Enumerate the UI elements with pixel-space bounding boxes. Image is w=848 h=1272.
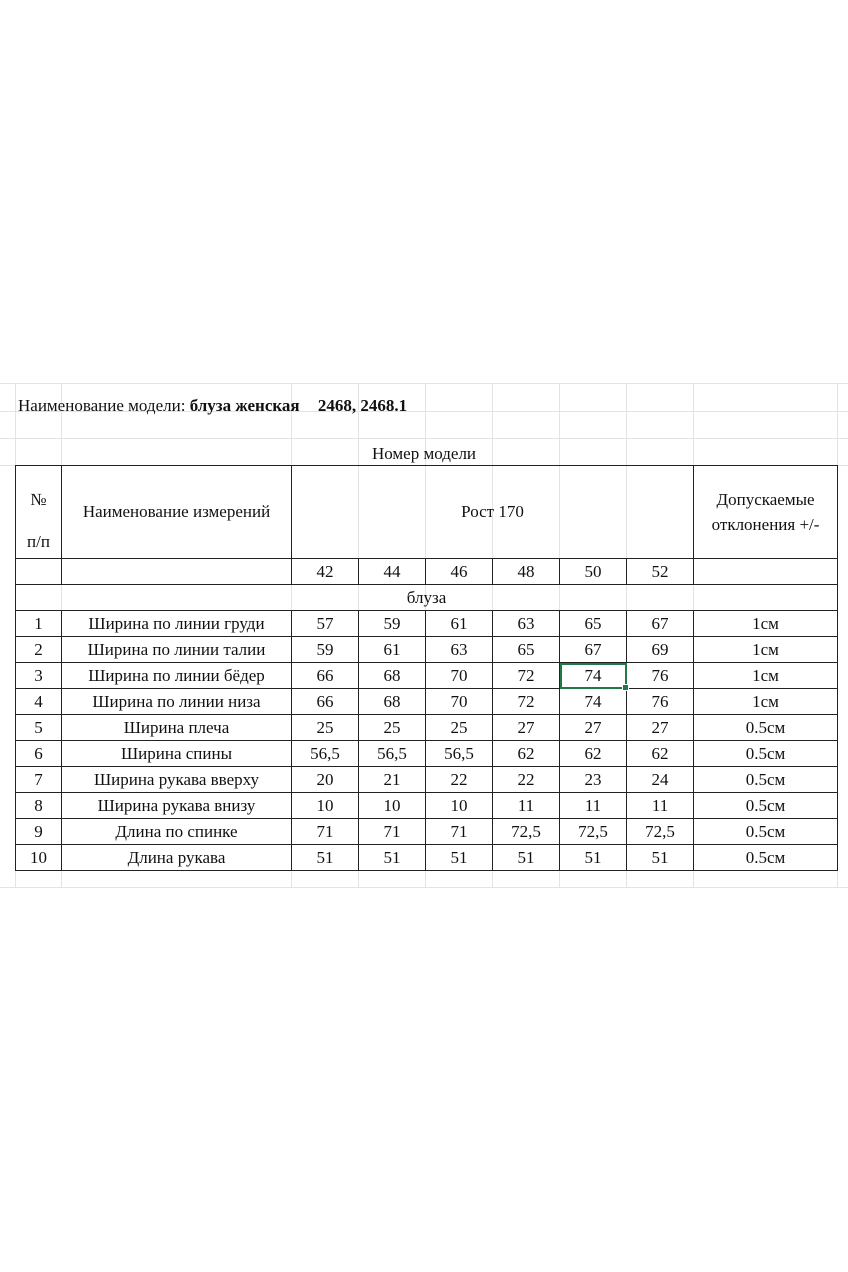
measurement-value-cell[interactable]: 62 (627, 741, 694, 767)
measurement-value-cell[interactable]: 23 (560, 767, 627, 793)
measurement-value-cell[interactable]: 56,5 (292, 741, 359, 767)
measurement-value-cell[interactable]: 68 (359, 689, 426, 715)
measurement-value-cell[interactable]: 62 (493, 741, 560, 767)
measurement-value-cell[interactable]: 72,5 (493, 819, 560, 845)
section-row (16, 585, 838, 611)
table-row (16, 689, 838, 715)
model-number-caption[interactable]: Номер модели (371, 444, 477, 463)
row-number-cell[interactable]: 1 (16, 611, 62, 637)
measurement-name-cell[interactable]: Ширина рукава внизу (62, 793, 292, 819)
section-label[interactable]: блуза (16, 585, 838, 611)
size-header-cell[interactable]: 48 (493, 559, 560, 585)
measurement-value-cell[interactable]: 65 (560, 611, 627, 637)
measurement-name-cell[interactable]: Длина рукава (62, 845, 292, 871)
row-number-cell[interactable]: 10 (16, 845, 62, 871)
size-table (15, 465, 838, 871)
page-title[interactable] (18, 396, 407, 416)
table-row (16, 715, 838, 741)
measurement-value-cell[interactable]: 68 (359, 663, 426, 689)
measurement-value-cell[interactable]: 51 (493, 845, 560, 871)
measurement-value-cell[interactable]: 59 (359, 611, 426, 637)
measurement-value-cell[interactable]: 57 (292, 611, 359, 637)
measurement-value-cell[interactable]: 51 (627, 845, 694, 871)
measurement-value-cell[interactable]: 56,5 (359, 741, 426, 767)
table-row (16, 845, 838, 871)
measurement-name-cell[interactable]: Ширина спины (62, 741, 292, 767)
measurement-value-cell[interactable]: 11 (560, 793, 627, 819)
measurement-value-cell[interactable]: 74 (560, 689, 627, 715)
title-model-numbers: 2468, 2468.1 (317, 396, 408, 415)
measurement-value-cell[interactable]: 69 (627, 637, 694, 663)
sizes-row (16, 559, 838, 585)
empty-cell[interactable] (694, 559, 838, 585)
row-number-cell[interactable]: 8 (16, 793, 62, 819)
measurement-name-cell[interactable]: Ширина рукава вверху (62, 767, 292, 793)
measurement-value-cell[interactable]: 27 (493, 715, 560, 741)
row-number-cell[interactable]: 2 (16, 637, 62, 663)
measurement-name-cell[interactable]: Длина по спинке (62, 819, 292, 845)
tolerance-line-1: Допускаемые (716, 490, 815, 509)
row-number-cell[interactable]: 9 (16, 819, 62, 845)
tolerance-cell[interactable]: 0.5см (694, 767, 838, 793)
size-header-cell[interactable]: 50 (560, 559, 627, 585)
measurement-value-cell[interactable]: 66 (292, 663, 359, 689)
measurement-value-cell[interactable]: 72 (493, 663, 560, 689)
row-number-cell[interactable]: 7 (16, 767, 62, 793)
measurement-value-cell[interactable]: 27 (627, 715, 694, 741)
tolerance-cell[interactable]: 1см (694, 611, 838, 637)
header-measure-name[interactable]: Наименование измерений (62, 466, 292, 559)
tolerance-cell[interactable]: 0.5см (694, 741, 838, 767)
measurement-value-cell[interactable]: 66 (292, 689, 359, 715)
size-header-cell[interactable]: 44 (359, 559, 426, 585)
header-height[interactable]: Рост 170 (292, 466, 694, 559)
size-header-cell[interactable]: 46 (426, 559, 493, 585)
header-row (16, 466, 838, 559)
measurement-value-cell[interactable]: 25 (359, 715, 426, 741)
row-number-cell[interactable]: 4 (16, 689, 62, 715)
measurement-value-cell[interactable]: 72 (493, 689, 560, 715)
measurement-value-cell[interactable]: 51 (292, 845, 359, 871)
measurement-value-cell[interactable]: 70 (426, 689, 493, 715)
tolerance-cell[interactable]: 0.5см (694, 845, 838, 871)
measurement-value-cell[interactable]: 51 (359, 845, 426, 871)
measurement-value-cell[interactable]: 27 (560, 715, 627, 741)
measurement-value-cell[interactable]: 76 (627, 689, 694, 715)
measurement-value-cell[interactable]: 21 (359, 767, 426, 793)
measurement-value-cell[interactable]: 24 (627, 767, 694, 793)
measurement-value-cell[interactable]: 25 (426, 715, 493, 741)
measurement-value-cell[interactable]: 70 (426, 663, 493, 689)
measurement-name-cell[interactable]: Ширина по линии груди (62, 611, 292, 637)
tolerance-cell[interactable]: 0.5см (694, 819, 838, 845)
size-header-cell[interactable]: 52 (627, 559, 694, 585)
header-tolerance[interactable] (694, 466, 838, 559)
measurement-value-cell[interactable]: 62 (560, 741, 627, 767)
measurement-value-cell[interactable]: 61 (426, 611, 493, 637)
selected-cell[interactable]: 74 (560, 663, 627, 689)
measurement-value-cell[interactable]: 56,5 (426, 741, 493, 767)
tolerance-cell[interactable]: 0.5см (694, 715, 838, 741)
title-model-name: блуза женская (189, 396, 300, 415)
table-row (16, 637, 838, 663)
measurement-value-cell[interactable]: 25 (292, 715, 359, 741)
table-row (16, 741, 838, 767)
tolerance-cell[interactable]: 1см (694, 637, 838, 663)
row-number-cell[interactable]: 3 (16, 663, 62, 689)
empty-cell[interactable] (62, 559, 292, 585)
row-number-cell[interactable]: 6 (16, 741, 62, 767)
measurement-name-cell[interactable]: Ширина по линии талии (62, 637, 292, 663)
tolerance-cell[interactable]: 1см (694, 663, 838, 689)
tolerance-cell[interactable]: 0.5см (694, 793, 838, 819)
measurement-value-cell[interactable]: 20 (292, 767, 359, 793)
size-header-cell[interactable]: 42 (292, 559, 359, 585)
table-row (16, 611, 838, 637)
measurement-value-cell[interactable]: 71 (359, 819, 426, 845)
measurement-value-cell[interactable]: 51 (426, 845, 493, 871)
measurement-value-cell[interactable]: 65 (493, 637, 560, 663)
measurement-name-cell[interactable]: Ширина плеча (62, 715, 292, 741)
measurement-value-cell[interactable]: 63 (426, 637, 493, 663)
header-number-cell[interactable] (16, 466, 62, 559)
measurement-value-cell[interactable]: 22 (493, 767, 560, 793)
measurement-value-cell[interactable]: 76 (627, 663, 694, 689)
measurement-value-cell[interactable]: 71 (426, 819, 493, 845)
empty-cell[interactable] (16, 559, 62, 585)
number-abbrev: п/п (27, 532, 50, 551)
measurement-value-cell[interactable]: 72,5 (560, 819, 627, 845)
number-sign: № (30, 490, 47, 509)
measurement-value-cell[interactable]: 67 (560, 637, 627, 663)
measurement-value-cell[interactable]: 63 (493, 611, 560, 637)
table-row (16, 793, 838, 819)
measurement-value-cell[interactable]: 59 (292, 637, 359, 663)
gridline-horizontal (0, 438, 848, 439)
gridline-horizontal (0, 887, 848, 888)
tolerance-line-2: отклонения +/- (711, 515, 820, 534)
table-row (16, 663, 838, 689)
tolerance-cell[interactable]: 1см (694, 689, 838, 715)
measurement-value-cell[interactable]: 10 (292, 793, 359, 819)
measurement-value-cell[interactable]: 22 (426, 767, 493, 793)
measurement-value-cell[interactable]: 71 (292, 819, 359, 845)
table-row (16, 819, 838, 845)
title-label: Наименование модели: (18, 396, 186, 415)
measurement-value-cell[interactable]: 67 (627, 611, 694, 637)
row-number-cell[interactable]: 5 (16, 715, 62, 741)
measurement-value-cell[interactable]: 11 (493, 793, 560, 819)
measurement-name-cell[interactable]: Ширина по линии бёдер (62, 663, 292, 689)
measurement-name-cell[interactable]: Ширина по линии низа (62, 689, 292, 715)
measurement-value-cell[interactable]: 10 (359, 793, 426, 819)
measurement-value-cell[interactable]: 72,5 (627, 819, 694, 845)
gridline-horizontal (0, 383, 848, 384)
measurement-value-cell[interactable]: 11 (627, 793, 694, 819)
measurement-value-cell[interactable]: 10 (426, 793, 493, 819)
table-row (16, 767, 838, 793)
measurement-value-cell[interactable]: 51 (560, 845, 627, 871)
measurement-value-cell[interactable]: 61 (359, 637, 426, 663)
